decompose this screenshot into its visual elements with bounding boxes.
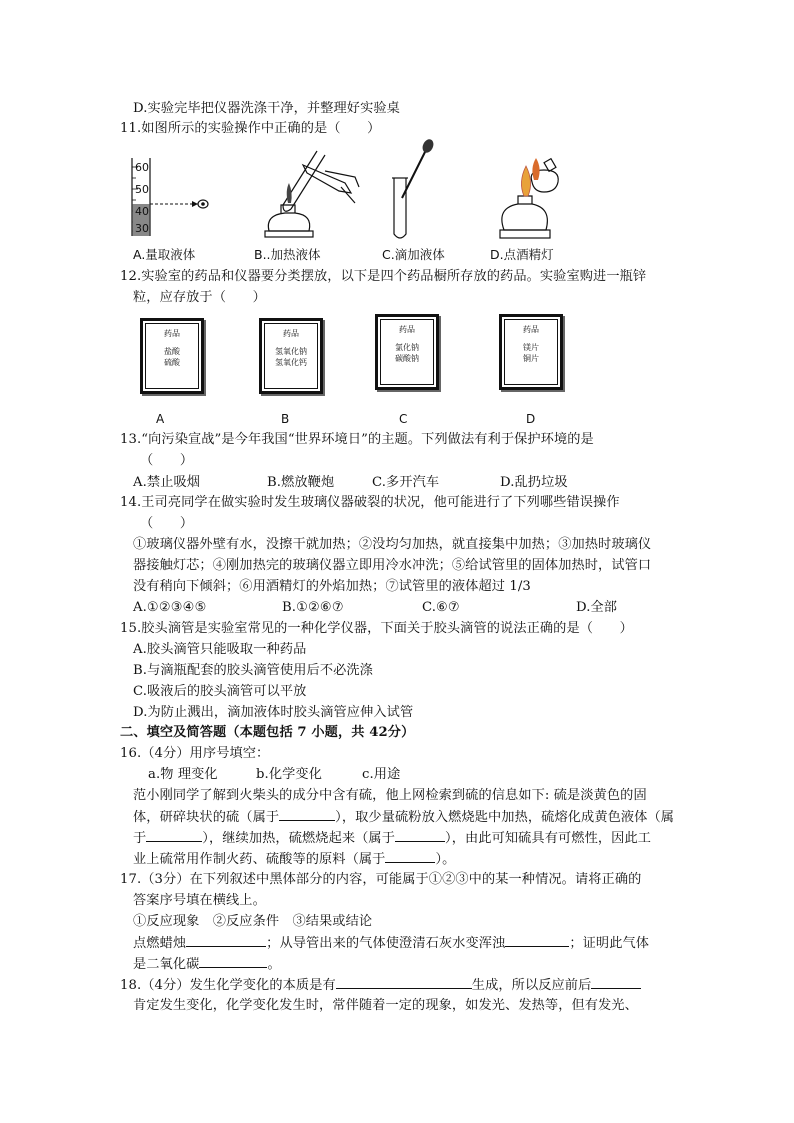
heating-liquid-figure [255, 143, 365, 241]
cabinet-b-title: 药品 [283, 329, 299, 338]
q17-line-2: 答案序号填在横线上。 [133, 893, 266, 908]
cabinet-d-item: 铜片 [523, 354, 539, 363]
cabinet-b [259, 318, 323, 394]
q15-stem: 15.胶头滴管是实验室常见的一种化学仪器，下面关于胶头滴管的说法正确的是（ ） [120, 621, 633, 636]
q10-option-d: D.实验完毕把仪器洗涤干净，并整理好实验桌 [133, 101, 400, 116]
q11-option-a: A.量取液体 [133, 247, 196, 262]
q11-option-b: B..加热液体 [254, 247, 321, 262]
cabinet-a-letter: A [156, 412, 165, 426]
cabinet-a [140, 318, 204, 394]
cabinet-b-item: 氢氧化钙 [275, 358, 307, 367]
q16-choice-b: b.化学变化 [256, 767, 322, 782]
q14-body-3: 没有稍向下倾斜；⑥用酒精灯的外焰加热；⑦试管里的液体超过 1/3 [133, 579, 531, 594]
q15-option-d: D.为防止溅出，滴加液体时胶头滴管应伸入试管 [133, 705, 414, 720]
q16-choice-c: c.用途 [362, 767, 401, 782]
q18-blank-1[interactable] [336, 974, 472, 989]
q17-blank-2[interactable] [505, 932, 569, 947]
cabinet-d [499, 314, 563, 390]
cylinder-tick-40: 40 [135, 205, 149, 218]
q17-text: 点燃蜡烛 [133, 936, 187, 951]
q17-blank-3[interactable] [199, 953, 267, 968]
q16-text: 体，研碎块状的硫（属于 [133, 810, 280, 825]
q13-stem-1: 13.“向污染宣战”是今年我国“世界环境日”的主题。下列做法有利于保护环境的是 [120, 432, 594, 447]
q14-option-c: C.⑥⑦ [422, 600, 460, 615]
q16-stem: 16.（4分）用序号填空： [120, 746, 270, 761]
q14-body-2: 器接触灯芯；④刚加热完的玻璃仪器立即用冷水冲洗；⑤给试管里的固体加热时，试管口 [133, 558, 652, 573]
q16-text: ），由此可知硫具有可燃性，因此工 [445, 831, 652, 846]
q11-option-c: C.滴加液体 [382, 247, 445, 262]
q14-stem-1: 14.王司亮同学在做实验时发生玻璃仪器破裂的状况，他可能进行了下列哪些错误操作 [120, 495, 620, 510]
q15-option-c: C.吸液后的胶头滴管可以平放 [133, 684, 307, 699]
q14-body-1: ①玻璃仪器外壁有水，没擦干就加热；②没均匀加热，就直接集中加热；③加热时玻璃仪 [133, 537, 652, 552]
q16-blank-1[interactable] [279, 806, 335, 821]
q14-option-b: B.①②⑥⑦ [282, 600, 344, 615]
cabinet-a-item: 盐酸 [164, 347, 180, 356]
q17-line-3: ①反应现象 ②反应条件 ③结果或结论 [133, 914, 373, 929]
q12-stem-1: 12.实验室的药品和仪器要分类摆放，以下是四个药品橱所存放的药品。实验室购进一瓶锌 [120, 269, 647, 284]
q16-line-2 [133, 806, 674, 828]
q16-blank-2[interactable] [146, 827, 202, 842]
q14-option-a: A.①②③④⑤ [133, 600, 207, 615]
cabinet-a-item: 硫酸 [164, 358, 180, 367]
cylinder-tick-60: 60 [135, 161, 149, 174]
cabinet-b-letter: B [281, 412, 290, 426]
cabinet-c-title: 药品 [399, 325, 415, 334]
q18-text: 生成，所以反应前后 [471, 978, 592, 993]
q11-stem: 11.如图所示的实验操作中正确的是（ ） [120, 121, 381, 136]
cylinder-tick-50: 50 [135, 183, 149, 196]
q13-option-d: D.乱扔垃圾 [500, 475, 568, 490]
q12-stem-2: 粒，应存放于（ ） [133, 290, 266, 305]
cabinet-d-letter: D [526, 412, 536, 426]
q17-line-1: 17.（3分）在下列叙述中黑体部分的内容，可能属于①②③中的某一种情况。请将正确的 [120, 872, 642, 887]
q13-option-b: B.燃放鞭炮 [267, 475, 335, 490]
cabinet-d-title: 药品 [523, 325, 539, 334]
q16-blank-4[interactable] [385, 848, 435, 863]
q17-text: ；证明此气体 [569, 936, 650, 951]
q14-option-d: D.全部 [576, 600, 618, 615]
q18-blank-2[interactable] [591, 974, 641, 989]
q13-option-a: A.禁止吸烟 [133, 475, 201, 490]
q16-line-4 [133, 848, 455, 870]
cabinet-c-letter: C [399, 412, 408, 426]
q13-option-c: C.多开汽车 [372, 475, 440, 490]
q16-line-1: 范小刚同学了解到火柴头的成分中含有硫，他上网检索到硫的信息如下: 硫是淡黄色的固 [133, 788, 647, 803]
cabinet-b-item: 氢氧化钠 [275, 347, 307, 356]
q16-choice-a: a.物 理变化 [148, 767, 218, 782]
q17-line-5 [133, 953, 281, 975]
q16-text: ）。 [435, 852, 456, 867]
cabinet-c [375, 314, 439, 390]
section-2-title: 二、填空及简答题（本题包括 7 小题，共 42分） [120, 725, 415, 740]
q17-text: 是二氧化碳 [133, 957, 200, 972]
q16-blank-3[interactable] [395, 827, 445, 842]
q17-blank-1[interactable] [186, 932, 266, 947]
q17-text: ；从导管出来的气体使澄清石灰水变浑浊 [266, 936, 506, 951]
q16-text: ），继续加热，硫燃烧起来（属于 [202, 831, 396, 846]
q16-line-3 [133, 827, 651, 849]
cabinet-c-item: 氯化钠 [395, 343, 419, 352]
q17-text: 。 [267, 957, 281, 972]
cabinet-d-item: 镁片 [523, 343, 539, 352]
alcohol-lamp-figure [488, 152, 588, 242]
cylinder-tick-30: 30 [135, 222, 149, 235]
q13-stem-2: （ ） [140, 453, 194, 468]
q16-text: ），取少量硫粉放入燃烧匙中加热，硫熔化成黄色液体（属 [335, 810, 675, 825]
q18-line-2: 肯定发生变化，化学变化发生时，常伴随着一定的现象，如发光、发热等，但有发光、 [133, 998, 638, 1013]
q11-option-d: D.点酒精灯 [490, 247, 554, 262]
q16-text: 业上硫常用作制火药、硫酸等的原料（属于 [133, 852, 386, 867]
cabinet-a-title: 药品 [164, 329, 180, 338]
q17-line-4 [133, 932, 649, 954]
q18-line-1 [120, 974, 641, 996]
q15-option-b: B.与滴瓶配套的胶头滴管使用后不必洗涤 [133, 663, 373, 678]
dropper-figure [380, 138, 440, 242]
q15-option-a: A.胶头滴管只能吸取一种药品 [133, 642, 307, 657]
q16-text: 于 [133, 831, 147, 846]
q14-stem-2: （ ） [140, 516, 194, 531]
cabinet-c-item: 碳酸钠 [395, 354, 419, 363]
q18-text: 18.（4分）发生化学变化的本质是有 [120, 978, 336, 993]
